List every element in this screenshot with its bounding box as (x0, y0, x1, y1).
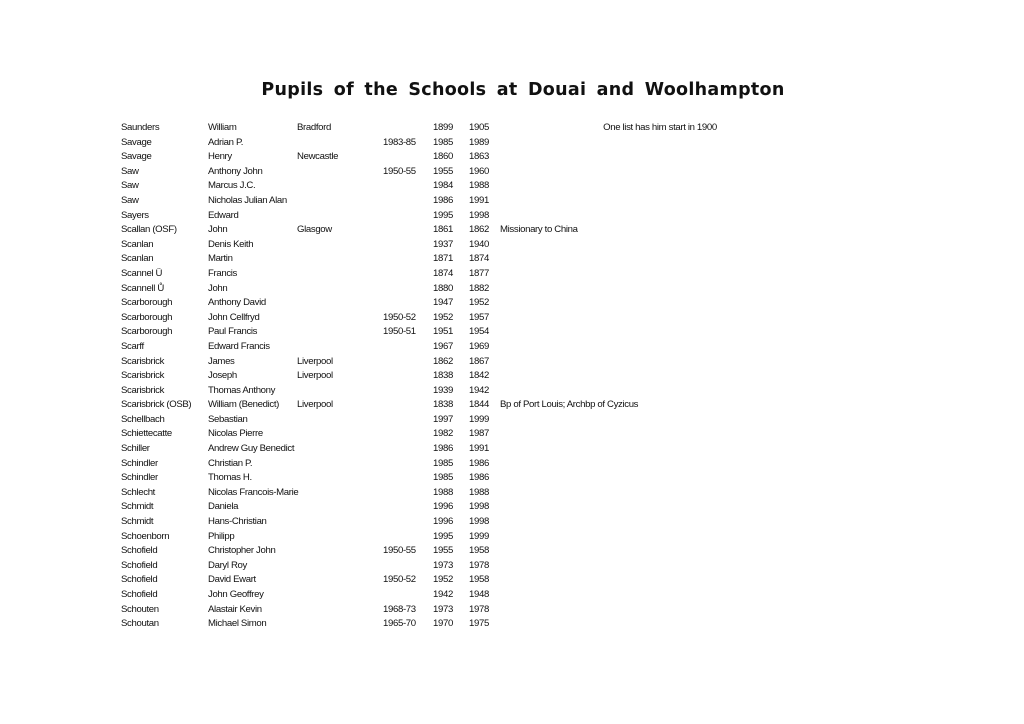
leave-year-cell: 1877 (469, 267, 489, 279)
surname-cell: Scannell Ů (121, 282, 164, 294)
leave-year-cell: 1986 (469, 457, 489, 469)
entry-year-cell: 1952 (433, 574, 453, 586)
surname-cell: Sayers (121, 209, 149, 221)
table-row (0, 544, 1024, 559)
leave-year-cell: 1998 (469, 501, 489, 513)
leave-year-cell: 1942 (469, 384, 489, 396)
surname-cell: Schofield (121, 574, 158, 586)
leave-year-cell: 1991 (469, 194, 489, 206)
surname-cell: Schoutan (121, 618, 159, 630)
town-cell: Liverpool (297, 399, 333, 411)
table-row (0, 223, 1024, 238)
surname-cell: Schofield (121, 559, 158, 571)
table-row (0, 500, 1024, 515)
forenames-cell: Martin (208, 253, 233, 265)
forenames-cell: Nicholas Julian Alan (208, 194, 287, 206)
forenames-cell: Nicolas Pierre (208, 428, 263, 440)
surname-cell: Schlecht (121, 486, 155, 498)
entry-year-cell: 1970 (433, 618, 453, 630)
surname-cell: Scarff (121, 340, 144, 352)
surname-cell: Savage (121, 151, 152, 163)
surname-cell: Scarisbrick (OSB) (121, 399, 192, 411)
forenames-cell: Anthony David (208, 297, 266, 309)
table-row (0, 355, 1024, 370)
forenames-cell: Denis Keith (208, 238, 254, 250)
leave-year-cell: 1954 (469, 326, 489, 338)
surname-cell: Schiller (121, 443, 150, 455)
forenames-cell: Thomas Anthony (208, 384, 276, 396)
surname-cell: Schindler (121, 457, 158, 469)
surname-cell: Savage (121, 136, 152, 148)
leave-year-cell: 1874 (469, 253, 489, 265)
leave-year-cell: 1987 (469, 428, 489, 440)
entry-year-cell: 1984 (433, 180, 453, 192)
forenames-cell: David Ewart (208, 574, 256, 586)
entry-year-cell: 1862 (433, 355, 453, 367)
leave-year-cell: 1978 (469, 603, 489, 615)
forenames-cell: Nicolas Francois-Marie (208, 486, 299, 498)
forenames-cell: James (208, 355, 235, 367)
surname-cell: Scannel Ü (121, 267, 163, 279)
forenames-cell: William (Benedict) (208, 399, 279, 411)
table-row (0, 194, 1024, 209)
leave-year-cell: 1905 (469, 122, 489, 133)
table-row (0, 515, 1024, 530)
forenames-cell: Francis (208, 267, 238, 279)
prep-years-cell: 1950-52 (383, 311, 416, 323)
town-cell: Bradford (297, 122, 331, 133)
forenames-cell: John (208, 282, 228, 294)
table-row (0, 238, 1024, 253)
town-cell: Liverpool (297, 370, 333, 382)
forenames-cell: Alastair Kevin (208, 603, 262, 615)
entry-year-cell: 1985 (433, 457, 453, 469)
entry-year-cell: 1838 (433, 399, 453, 411)
entry-year-cell: 1985 (433, 136, 453, 148)
table-row (0, 209, 1024, 224)
surname-cell: Schmidt (121, 501, 154, 513)
forenames-cell: John (208, 224, 228, 236)
town-cell: Glasgow (297, 224, 332, 236)
entry-year-cell: 1995 (433, 209, 453, 221)
surname-cell: Scanlan (121, 253, 154, 265)
leave-year-cell: 1978 (469, 559, 489, 571)
leave-year-cell: 1940 (469, 238, 489, 250)
entry-year-cell: 1996 (433, 501, 453, 513)
prep-years-cell: 1950-55 (383, 545, 416, 557)
town-cell: Liverpool (297, 355, 333, 367)
entry-year-cell: 1952 (433, 311, 453, 323)
entry-year-cell: 1985 (433, 472, 453, 484)
leave-year-cell: 1862 (469, 224, 489, 236)
entry-year-cell: 1939 (433, 384, 453, 396)
entry-year-cell: 1973 (433, 603, 453, 615)
entry-year-cell: 1995 (433, 530, 453, 542)
leave-year-cell: 1999 (469, 530, 489, 542)
entry-year-cell: 1860 (433, 151, 453, 163)
table-row (0, 486, 1024, 501)
prep-years-cell: 1950-51 (383, 326, 416, 338)
table-row (0, 165, 1024, 180)
surname-cell: Schmidt (121, 516, 154, 528)
surname-cell: Scarisbrick (121, 384, 165, 396)
table-row (0, 369, 1024, 384)
table-row (0, 573, 1024, 588)
forenames-cell: John Geoffrey (208, 589, 264, 600)
leave-year-cell: 1863 (469, 151, 489, 163)
table-row (0, 427, 1024, 442)
surname-cell: Schindler (121, 472, 158, 484)
prep-years-cell: 1950-55 (383, 165, 416, 177)
leave-year-cell: 1867 (469, 355, 489, 367)
table-row (0, 617, 1024, 632)
leave-year-cell: 1991 (469, 443, 489, 455)
prep-years-cell: 1965-70 (383, 618, 416, 630)
forenames-cell: Daryl Roy (208, 559, 247, 571)
surname-cell: Schellbach (121, 413, 165, 425)
leave-year-cell: 1960 (469, 165, 489, 177)
surname-cell: Scarborough (121, 297, 173, 309)
entry-year-cell: 1955 (433, 165, 453, 177)
table-row (0, 442, 1024, 457)
leave-year-cell: 1999 (469, 413, 489, 425)
town-cell: Newcastle (297, 151, 339, 163)
table-row (0, 311, 1024, 326)
entry-year-cell: 1880 (433, 282, 453, 294)
forenames-cell: John Cellfryd (208, 311, 260, 323)
entry-year-cell: 1871 (433, 253, 453, 265)
forenames-cell: Thomas H. (208, 472, 252, 484)
entry-year-cell: 1973 (433, 559, 453, 571)
entry-year-cell: 1861 (433, 224, 453, 236)
entry-year-cell: 1986 (433, 194, 453, 206)
surname-cell: Saw (121, 165, 139, 177)
leave-year-cell: 1842 (469, 370, 489, 382)
forenames-cell: Henry (208, 151, 232, 163)
forenames-cell: Daniela (208, 501, 239, 513)
forenames-cell: Paul Francis (208, 326, 258, 338)
table-row (0, 179, 1024, 194)
forenames-cell: Edward (208, 209, 239, 221)
leave-year-cell: 1844 (469, 399, 489, 411)
table-row (0, 325, 1024, 340)
forenames-cell: Michael Simon (208, 618, 267, 630)
forenames-cell: Edward Francis (208, 340, 270, 352)
notes-cell: One list has him start in 1900 (603, 122, 717, 133)
table-row (0, 413, 1024, 428)
surname-cell: Schoenborn (121, 530, 170, 542)
leave-year-cell: 1975 (469, 618, 489, 630)
leave-year-cell: 1958 (469, 574, 489, 586)
surname-cell: Scarborough (121, 326, 173, 338)
leave-year-cell: 1958 (469, 545, 489, 557)
forenames-cell: Christian P. (208, 457, 253, 469)
leave-year-cell: 1986 (469, 472, 489, 484)
table-row (0, 340, 1024, 355)
prep-years-cell: 1968-73 (383, 603, 416, 615)
table-row (0, 384, 1024, 399)
surname-cell: Scarisbrick (121, 370, 165, 382)
surname-cell: Scallan (OSF) (121, 224, 177, 236)
notes-cell: Bp of Port Louis; Archbp of Cyzicus (500, 399, 639, 411)
table-row (0, 471, 1024, 486)
table-row (0, 252, 1024, 267)
entry-year-cell: 1955 (433, 545, 453, 557)
surname-cell: Scarborough (121, 311, 173, 323)
prep-years-cell: 1950-52 (383, 574, 416, 586)
forenames-cell: Sebastian (208, 413, 248, 425)
forenames-cell: Philipp (208, 530, 235, 542)
leave-year-cell: 1969 (469, 340, 489, 352)
leave-year-cell: 1882 (469, 282, 489, 294)
surname-cell: Saw (121, 194, 139, 206)
table-row (0, 121, 1024, 136)
leave-year-cell: 1998 (469, 209, 489, 221)
leave-year-cell: 1948 (469, 589, 489, 600)
entry-year-cell: 1947 (433, 297, 453, 309)
leave-year-cell: 1952 (469, 297, 489, 309)
surname-cell: Schouten (121, 603, 159, 615)
surname-cell: Scanlan (121, 238, 154, 250)
leave-year-cell: 1988 (469, 486, 489, 498)
table-row (0, 398, 1024, 413)
surname-cell: Scarisbrick (121, 355, 165, 367)
entry-year-cell: 1951 (433, 326, 453, 338)
entry-year-cell: 1899 (433, 122, 453, 133)
entry-year-cell: 1937 (433, 238, 453, 250)
surname-cell: Schofield (121, 589, 158, 600)
forenames-cell: Hans-Christian (208, 516, 267, 528)
forenames-cell: William (208, 122, 237, 133)
entry-year-cell: 1988 (433, 486, 453, 498)
notes-cell: Missionary to China (500, 224, 578, 236)
entry-year-cell: 1874 (433, 267, 453, 279)
leave-year-cell: 1989 (469, 136, 489, 148)
prep-years-cell: 1983-85 (383, 136, 416, 148)
entry-year-cell: 1838 (433, 370, 453, 382)
table-row (0, 603, 1024, 618)
table-row (0, 136, 1024, 151)
leave-year-cell: 1957 (469, 311, 489, 323)
entry-year-cell: 1982 (433, 428, 453, 440)
entry-year-cell: 1942 (433, 589, 453, 600)
table-row (0, 457, 1024, 472)
forenames-cell: Christopher John (208, 545, 276, 557)
entry-year-cell: 1986 (433, 443, 453, 455)
table-row (0, 588, 1024, 603)
entry-year-cell: 1967 (433, 340, 453, 352)
surname-cell: Saunders (121, 122, 160, 133)
table-row (0, 282, 1024, 297)
entry-year-cell: 1996 (433, 516, 453, 528)
forenames-cell: Joseph (208, 370, 237, 382)
table-row (0, 296, 1024, 311)
table-row (0, 150, 1024, 165)
table-row (0, 559, 1024, 574)
leave-year-cell: 1988 (469, 180, 489, 192)
forenames-cell: Adrian P. (208, 136, 244, 148)
forenames-cell: Marcus J.C. (208, 180, 256, 192)
forenames-cell: Andrew Guy Benedict (208, 443, 295, 455)
table-row (0, 267, 1024, 282)
forenames-cell: Anthony John (208, 165, 263, 177)
page-title: Pupils of the Schools at Douai and Woolhampton (261, 80, 785, 100)
table-row (0, 530, 1024, 545)
surname-cell: Saw (121, 180, 139, 192)
surname-cell: Schiettecatte (121, 428, 172, 440)
entry-year-cell: 1997 (433, 413, 453, 425)
surname-cell: Schofield (121, 545, 158, 557)
pupil-list (0, 121, 1024, 632)
leave-year-cell: 1998 (469, 516, 489, 528)
